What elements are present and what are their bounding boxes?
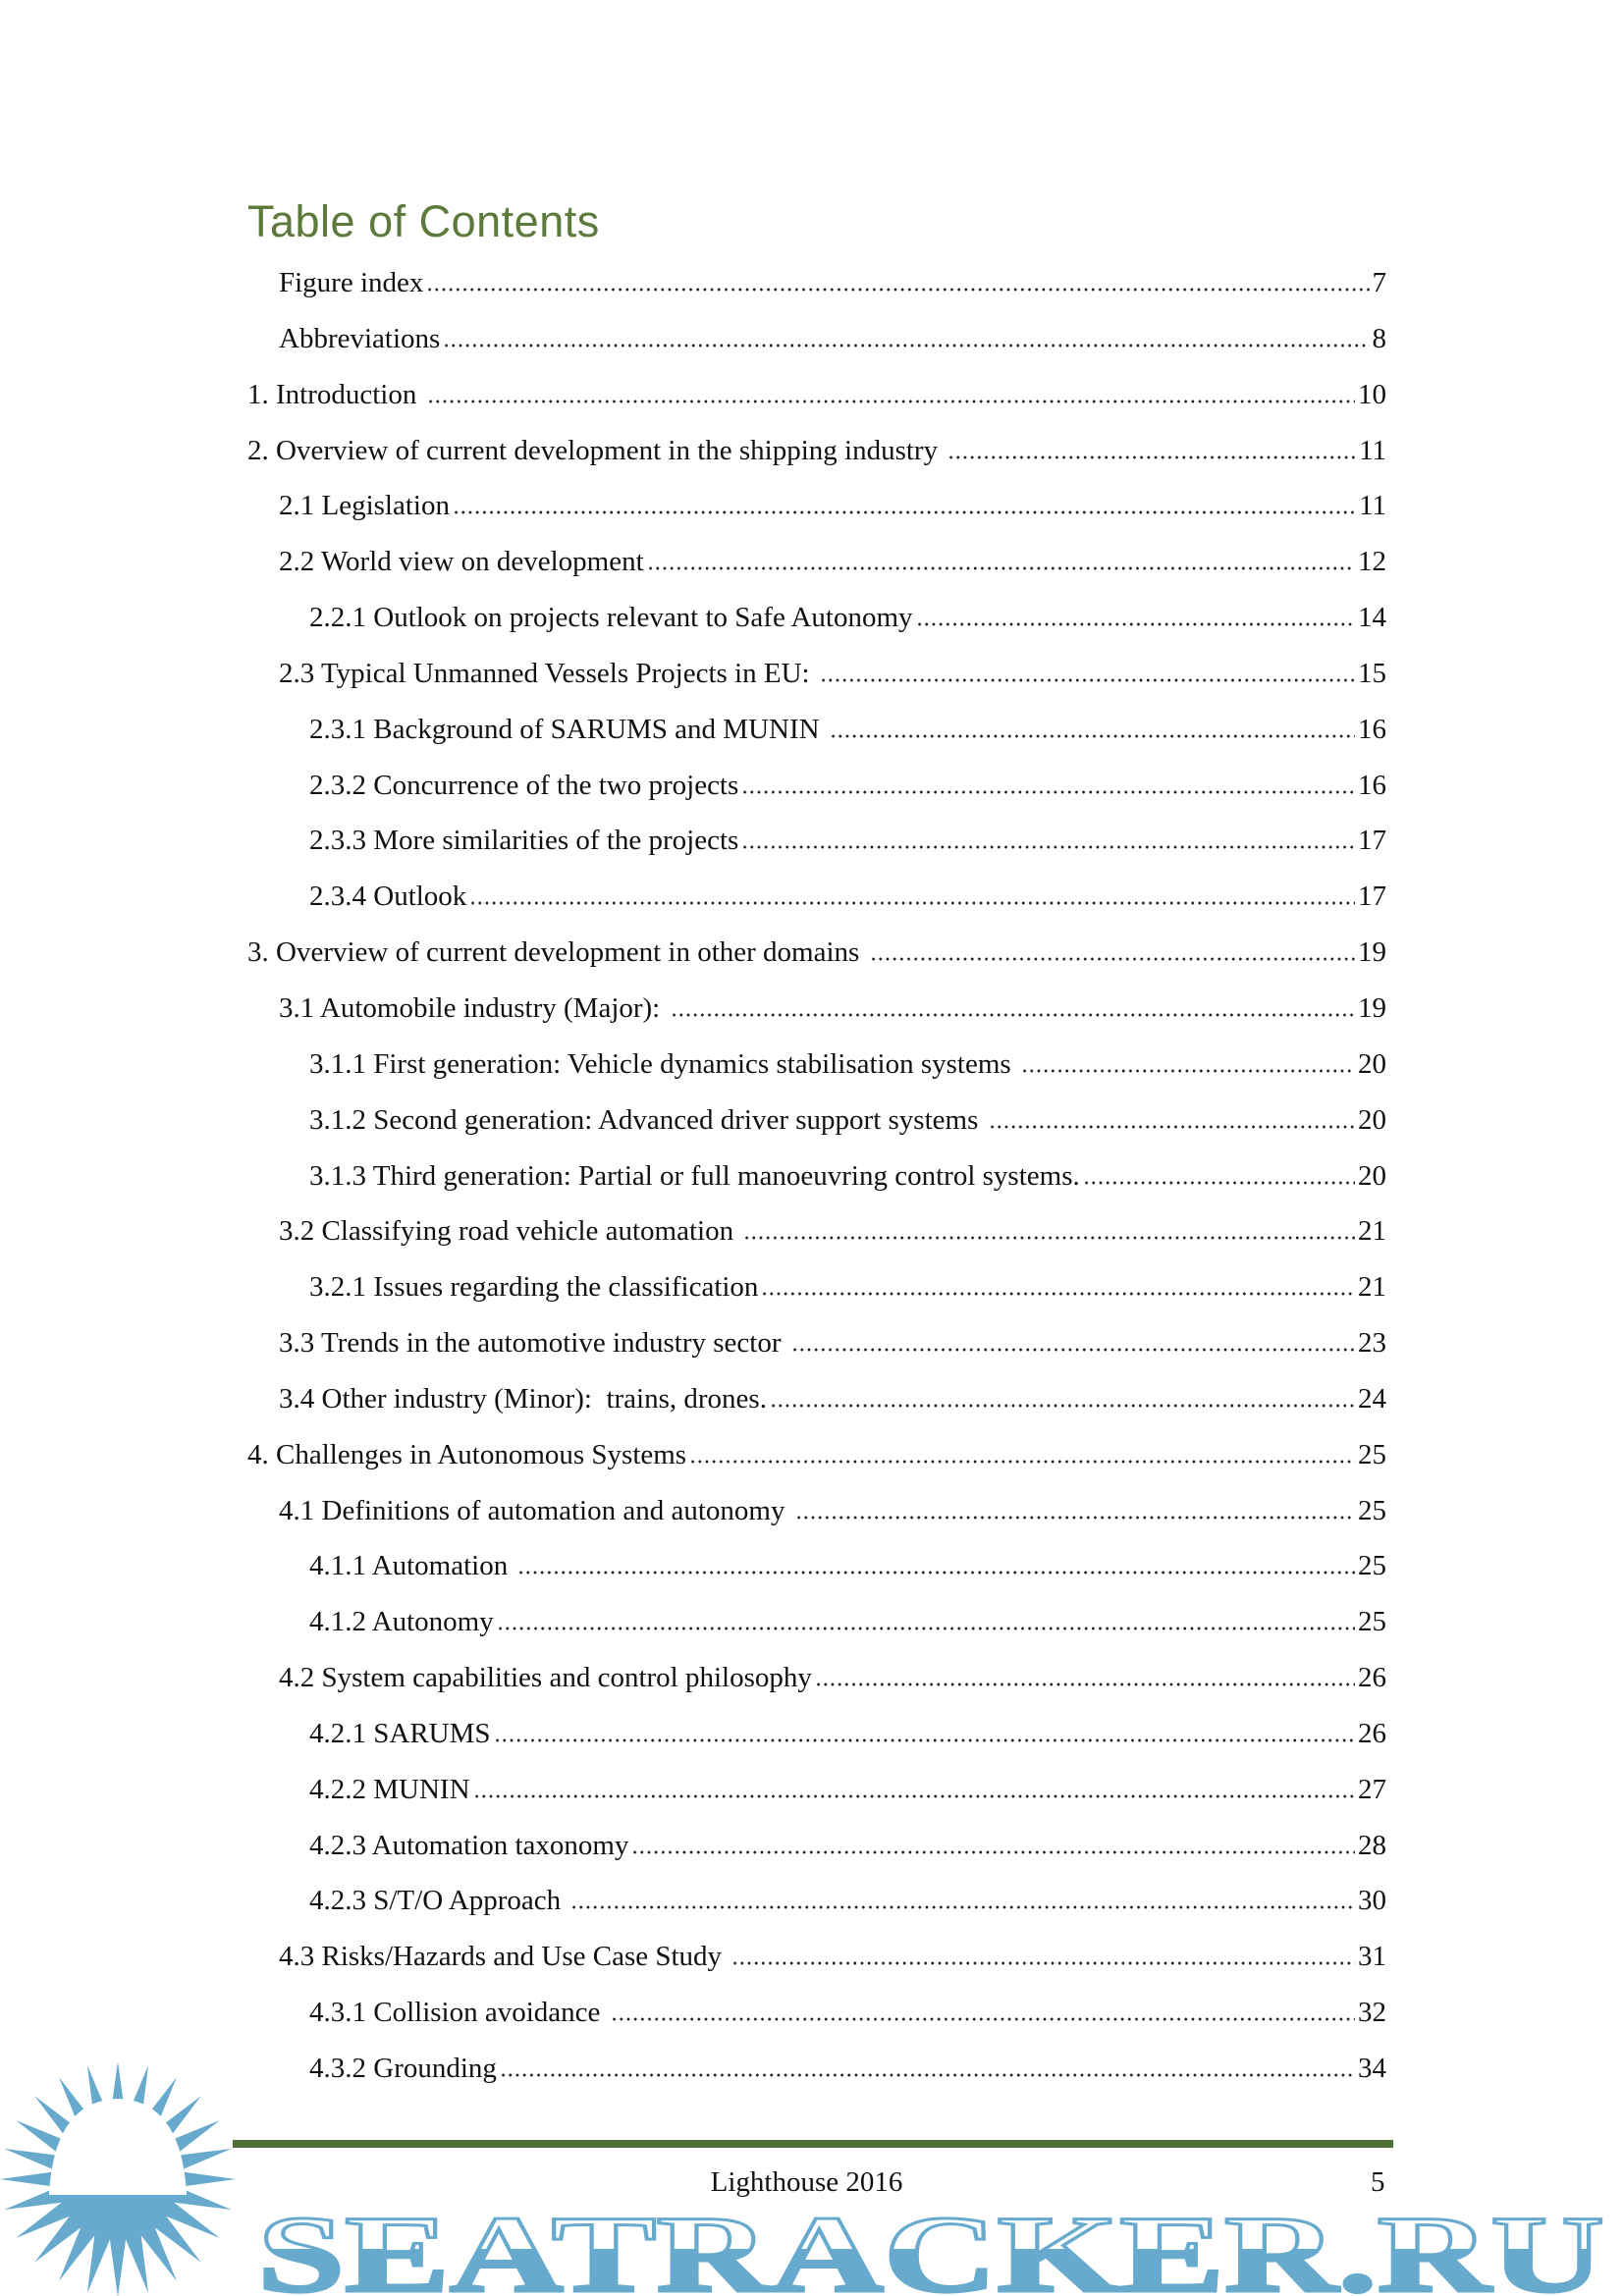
toc-entry[interactable] [247,1044,1386,1100]
toc-entry-page: 20 [1358,1103,1386,1136]
toc-entry-page: 19 [1358,936,1386,969]
toc-entry-label: 4. Challenges in Autonomous Systems [247,1438,687,1470]
toc-entry[interactable] [247,263,1386,319]
toc-entry-page: 8 [1372,322,1386,354]
dot-leader [453,510,1356,514]
toc-entry-label: 4.3.2 Grounding [309,2053,497,2084]
toc-entry[interactable] [247,1211,1386,1267]
toc-entry-label: 3.2.1 Issues regarding the classification [309,1271,759,1304]
dot-leader [770,1404,1355,1408]
dot-leader [820,678,1355,682]
toc-entry-label: 3.1.1 First generation: Vehicle dynamics stabilisation systems [309,1047,1018,1080]
toc-entry[interactable] [247,375,1386,431]
toc-entry[interactable] [247,988,1386,1044]
toc-entry-page: 21 [1358,1271,1386,1304]
toc-entry[interactable] [247,1323,1386,1379]
dot-leader [517,1571,1355,1575]
dot-leader [611,2017,1355,2021]
toc-entry-label: 3.4 Other industry (Minor): trains, drones. [279,1382,767,1415]
dot-leader [741,790,1355,794]
toc-entry[interactable] [247,598,1386,654]
toc-entry[interactable] [247,1714,1386,1770]
toc-entry-page: 7 [1372,267,1386,298]
dot-leader [570,1905,1355,1909]
dot-leader [815,1682,1355,1686]
toc-entry-label: 4.2.1 SARUMS [309,1717,491,1749]
dot-leader [631,1850,1355,1854]
dot-leader [916,622,1355,626]
toc-entry[interactable] [247,1546,1386,1602]
toc-entry[interactable] [247,1267,1386,1323]
toc-entry-label: 3.2 Classifying road vehicle automation [279,1215,741,1248]
dot-leader [689,1460,1355,1464]
dot-leader [791,1348,1355,1352]
toc-entry[interactable] [247,542,1386,598]
dot-leader [443,344,1369,347]
dot-leader [469,901,1355,905]
dot-leader [494,1738,1355,1742]
toc-entry[interactable] [247,1491,1386,1547]
toc-entry-page: 32 [1358,1997,1386,2029]
toc-entry-page: 25 [1358,1494,1386,1526]
toc-entry-page: 11 [1359,434,1386,466]
dot-leader [426,288,1369,292]
toc-entry-page: 24 [1358,1382,1386,1415]
toc-entry-label: 4.2.3 S/T/O Approach [309,1885,568,1917]
toc-entry[interactable] [247,2049,1386,2105]
toc-entry[interactable] [247,1881,1386,1937]
toc-entry[interactable] [247,319,1386,375]
toc-entry[interactable] [247,1993,1386,2049]
toc-entry[interactable] [247,1602,1386,1658]
toc-entry-label: 2.3.2 Concurrence of the two projects [309,769,739,801]
toc-entry-page: 26 [1358,1717,1386,1749]
toc-entry-page: 20 [1358,1159,1386,1192]
toc-entry-page: 23 [1358,1327,1386,1360]
toc-entry-label: 4.2 System capabilities and control philosophy [279,1662,812,1694]
toc-entry-page: 25 [1358,1438,1386,1470]
toc-entry[interactable] [247,1937,1386,1993]
toc-entry-label: 2.3.4 Outlook [309,881,467,913]
dot-leader [473,1794,1355,1798]
toc-entry-page: 20 [1358,1047,1386,1080]
toc-entry-label: 2.3.3 More similarities of the projects [309,825,739,857]
toc-entry-label: 1. Introduction [247,378,424,410]
toc-entry[interactable] [247,821,1386,877]
dot-leader [761,1292,1355,1296]
toc-entry-label: 4.1.1 Automation [309,1550,515,1582]
toc-entry-page: 25 [1358,1606,1386,1638]
toc-list [247,263,1386,2105]
footer-rule [233,2140,1393,2148]
toc-entry-label: 3. Overview of current development in other domains [247,936,867,969]
dot-leader [1083,1181,1355,1185]
toc-entry-page: 28 [1358,1829,1386,1861]
toc-entry-page: 15 [1358,657,1386,689]
toc-entry[interactable] [247,710,1386,766]
toc-entry-label: 3.1 Automobile industry (Major): [279,991,668,1024]
toc-entry-label: 2. Overview of current development in the shipping industry [247,434,946,466]
toc-entry-page: 12 [1358,546,1386,578]
toc-entry[interactable] [247,1826,1386,1882]
toc-entry-label: 4.1.2 Autonomy [309,1606,494,1638]
toc-entry-page: 27 [1358,1773,1386,1805]
toc-entry-page: 17 [1358,881,1386,913]
toc-entry-label: 2.1 Legislation [279,490,450,522]
toc-entry-label: 4.3 Risks/Hazards and Use Case Study [279,1941,730,1973]
toc-entry[interactable] [247,431,1386,487]
toc-entry-page: 21 [1358,1215,1386,1248]
page-number: 5 [1371,2166,1385,2198]
toc-entry[interactable] [247,1379,1386,1435]
toc-entry-page: 30 [1358,1885,1386,1917]
dot-leader [741,845,1355,849]
dot-leader [1021,1069,1355,1073]
dot-leader [947,455,1356,459]
toc-entry[interactable] [247,877,1386,933]
toc-entry[interactable] [247,1156,1386,1212]
dot-leader [497,1627,1355,1630]
toc-entry[interactable] [247,933,1386,988]
toc-entry-label: Abbreviations [279,322,441,354]
toc-entry-label: 2.2.1 Outlook on projects relevant to Safe Autonomy [309,602,913,634]
toc-entry-label: Figure index [279,267,424,298]
toc-entry-label: 2.2 World view on development [279,546,644,578]
toc-entry-label: 2.3.1 Background of SARUMS and MUNIN [309,713,827,745]
toc-entry-page: 16 [1358,769,1386,801]
toc-entry[interactable] [247,1658,1386,1714]
toc-entry-page: 19 [1358,991,1386,1024]
toc-entry[interactable] [247,1100,1386,1156]
toc-entry-page: 14 [1358,602,1386,634]
dot-leader [427,400,1355,403]
toc-entry-label: 4.2.3 Automation taxonomy [309,1829,629,1861]
dot-leader [647,566,1355,570]
toc-entry-page: 17 [1358,825,1386,857]
dot-leader [671,1013,1356,1017]
dot-leader [830,734,1355,738]
watermark-text: SEATRACKER.RU [257,2194,1604,2296]
toc-entry[interactable] [247,1770,1386,1826]
toc-entry[interactable] [247,766,1386,822]
toc-entry-label: 3.1.3 Third generation: Partial or full manoeuvring control systems. [309,1159,1080,1192]
toc-entry-label: 4.3.1 Collision avoidance [309,1997,608,2029]
toc-entry-label: 4.2.2 MUNIN [309,1773,470,1805]
toc-entry-label: 2.3 Typical Unmanned Vessels Projects in EU: [279,657,817,689]
toc-title: Table of Contents [247,196,600,246]
toc-entry-page: 26 [1358,1662,1386,1694]
toc-entry-page: 31 [1358,1941,1386,1973]
dot-leader [743,1236,1355,1240]
footer-label: Lighthouse 2016 [710,2166,903,2198]
toc-entry[interactable] [247,486,1386,542]
toc-entry-page: 34 [1358,2053,1386,2084]
dot-leader [989,1125,1355,1129]
toc-entry[interactable] [247,1435,1386,1491]
toc-entry-page: 25 [1358,1550,1386,1582]
toc-entry-page: 10 [1358,378,1386,410]
dot-leader [500,2073,1355,2077]
toc-entry-page: 16 [1358,713,1386,745]
toc-entry[interactable] [247,654,1386,710]
dot-leader [870,957,1355,961]
toc-entry-label: 3.1.2 Second generation: Advanced driver support systems [309,1103,986,1136]
toc-entry-label: 4.1 Definitions of automation and autonomy [279,1494,792,1526]
toc-entry-label: 3.3 Trends in the automotive industry sector [279,1327,788,1360]
dot-leader [795,1516,1355,1520]
dot-leader [731,1961,1355,1965]
toc-entry-page: 11 [1359,490,1386,522]
